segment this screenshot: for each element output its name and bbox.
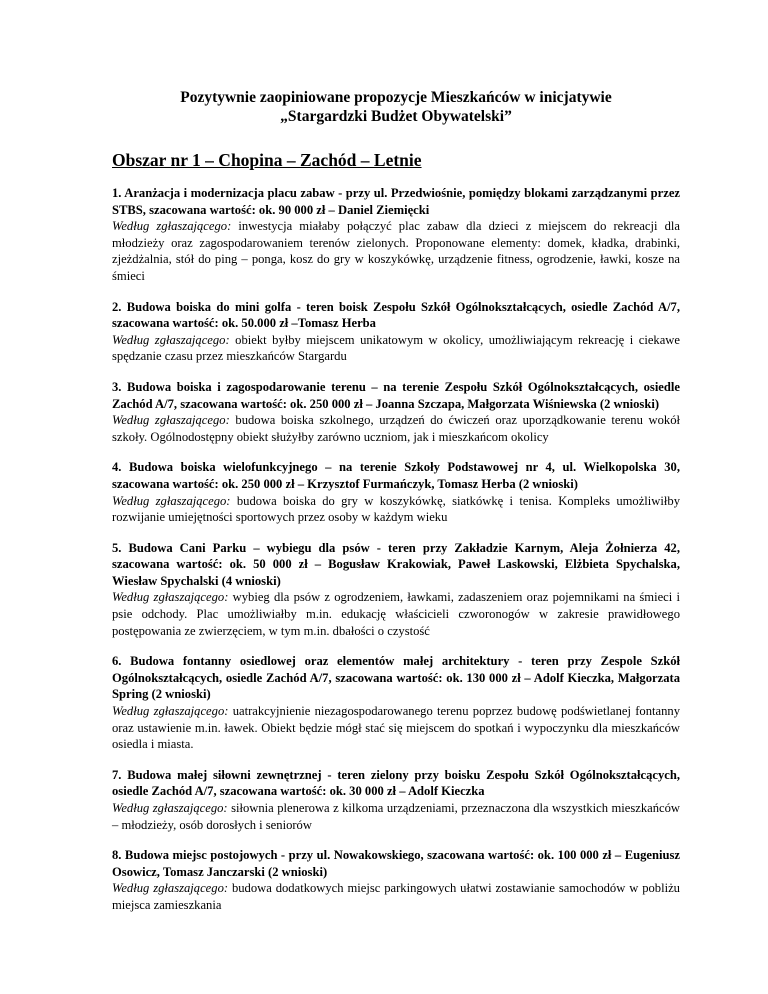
opinion-text: uatrakcyjnienie niezagospodarowanego terenu poprzez budowę podświetlanej fontanny oraz ustawienie m.in. ławek. Obiekt będzie mógł stać się miejscem do spotkań i wypoczynku dla mieszkańców osiedla i miasta. — [112, 704, 680, 752]
proposal-opinion — [112, 332, 680, 365]
proposal-item — [112, 540, 680, 640]
document-page — [112, 88, 680, 914]
opinion-label: Według zgłaszającego: — [112, 413, 230, 428]
title-line-2: „Stargardzki Budżet Obywatelski” — [280, 108, 512, 125]
proposal-opinion — [112, 412, 680, 445]
proposal-opinion — [112, 880, 680, 913]
area-heading: Obszar nr 1 – Chopina – Zachód – Letnie — [112, 150, 422, 170]
proposal-opinion — [112, 800, 680, 833]
opinion-label: Według zgłaszającego: — [112, 801, 228, 815]
opinion-text: budowa boiska szkolnego, urządzeń do ćwiczeń oraz uporządkowanie terenu wokół szkoły. Ogólnodostępny obiekt służyłby zarówno uczniom, jak i mieszkańcom okolicy — [112, 413, 680, 444]
proposal-heading: 3. Budowa boiska i zagospodarowanie terenu – na terenie Zespołu Szkół Ogólnokształcących, osiedle Zachód A/7, szacowana wartość: ok. 250 000 zł – Joanna Szczapa, Małgorzata Wiśniewska (2 wnioski) — [112, 379, 680, 411]
opinion-text: budowa dodatkowych miejsc parkingowych ułatwi zostawianie samochodów w pobliżu miejsca zamieszkania — [112, 881, 680, 912]
proposal-opinion — [112, 493, 680, 526]
opinion-text: inwestycja miałaby połączyć plac zabaw dla dzieci z miejscem do rekreacji dla młodzieży oraz zagospodarowaniem terenów zielonych. Proponowane elementy: domek, kładka, drabinki, zjeżdżalnia, stół do ping – ponga, kosz do gry w koszykówkę, urządzenie fitness, ogrodzenie, ławki, kosze na śmieci — [112, 219, 680, 283]
proposal-heading: 5. Budowa Cani Parku – wybiegu dla psów - teren przy Zakładzie Karnym, Aleja Żołnierza 42, szacowana wartość: ok. 50 000 zł – Bogusław Krakowiak, Paweł Laskowski, Elżbieta Spychalska, Wiesław Spychalski (4 wnioski) — [112, 540, 680, 588]
opinion-text: obiekt byłby miejscem unikatowym w okolicy, umożliwiającym rekreację i ciekawe spędzanie czasu przez mieszkańców Stargardu — [112, 332, 680, 364]
opinion-text: siłownia plenerowa z kilkoma urządzeniami, przeznaczona dla wszystkich mieszkańców – młodzieży, osób dorosłych i seniorów — [112, 801, 680, 832]
proposal-opinion — [112, 218, 680, 284]
proposal-opinion — [112, 703, 680, 753]
proposal-item — [112, 459, 680, 525]
opinion-label: Według zgłaszającego: — [112, 493, 231, 508]
opinion-label: Według zgłaszającego: — [112, 219, 232, 234]
opinion-label: Według zgłaszającego: — [112, 332, 230, 347]
opinion-label: Według zgłaszającego: — [112, 590, 229, 605]
proposal-heading: 1. Aranżacja i modernizacja placu zabaw - przy ul. Przedwiośnie, pomiędzy blokami zarządzanymi przez STBS, szacowana wartość: ok. 90 000 zł – Daniel Ziemięcki — [112, 186, 680, 217]
opinion-text: budowa boiska do gry w koszykówkę, siatkówkę i tenisa. Kompleks umożliwiłby rozwijanie umiejętności sportowych przez osoby w każdym wieku — [112, 493, 680, 525]
opinion-text: wybieg dla psów z ogrodzeniem, ławkami, zadaszeniem oraz pojemnikami na śmieci i psie odchody. Plac umożliwiałby m.in. edukację właścicieli czworonogów w zakresie prawidłowego postępowania ze zwierzęciem, w tym m.in. dbałości o czystość — [112, 590, 680, 638]
proposal-heading: 2. Budowa boiska do mini golfa - teren boisk Zespołu Szkół Ogólnokształcących, osiedle Zachód A/7, szacowana wartość: ok. 50.000 zł –Tomasz Herba — [112, 299, 680, 331]
opinion-label: Według zgłaszającego: — [112, 704, 229, 719]
proposal-heading: 4. Budowa boiska wielofunkcyjnego – na terenie Szkoły Podstawowej nr 4, ul. Wielkopolska 30, szacowana wartość: ok. 250 000 zł – Krzysztof Furmańczyk, Tomasz Herba (2 wnioski) — [112, 460, 680, 491]
proposal-item — [112, 299, 680, 365]
proposal-item — [112, 847, 680, 913]
proposal-heading: 8. Budowa miejsc postojowych - przy ul. Nowakowskiego, szacowana wartość: ok. 100 000 zł – Eugeniusz Osowicz, Tomasz Janczarski (2 wnioski) — [112, 848, 680, 879]
proposal-item — [112, 653, 680, 753]
proposal-heading: 7. Budowa małej siłowni zewnętrznej - teren zielony przy boisku Zespołu Szkół Ogólnokształcących, osiedle Zachód A/7, szacowana wartość: ok. 30 000 zł – Adolf Kieczka — [112, 767, 680, 799]
proposal-item — [112, 767, 680, 833]
proposal-opinion — [112, 589, 680, 639]
opinion-label: Według zgłaszającego: — [112, 881, 229, 896]
title-line-1: Pozytywnie zaopiniowane propozycje Mieszkańców w inicjatywie — [180, 89, 612, 106]
proposal-item — [112, 379, 680, 445]
proposal-item — [112, 185, 680, 285]
document-title — [112, 88, 680, 126]
proposal-heading: 6. Budowa fontanny osiedlowej oraz elementów małej architektury - teren przy Zespole Szkół Ogólnokształcących, osiedle Zachód A/7, szacowana wartość: ok. 130 000 zł – Adolf Kieczka, Małgorzata Spring (2 wnioski) — [112, 654, 680, 702]
